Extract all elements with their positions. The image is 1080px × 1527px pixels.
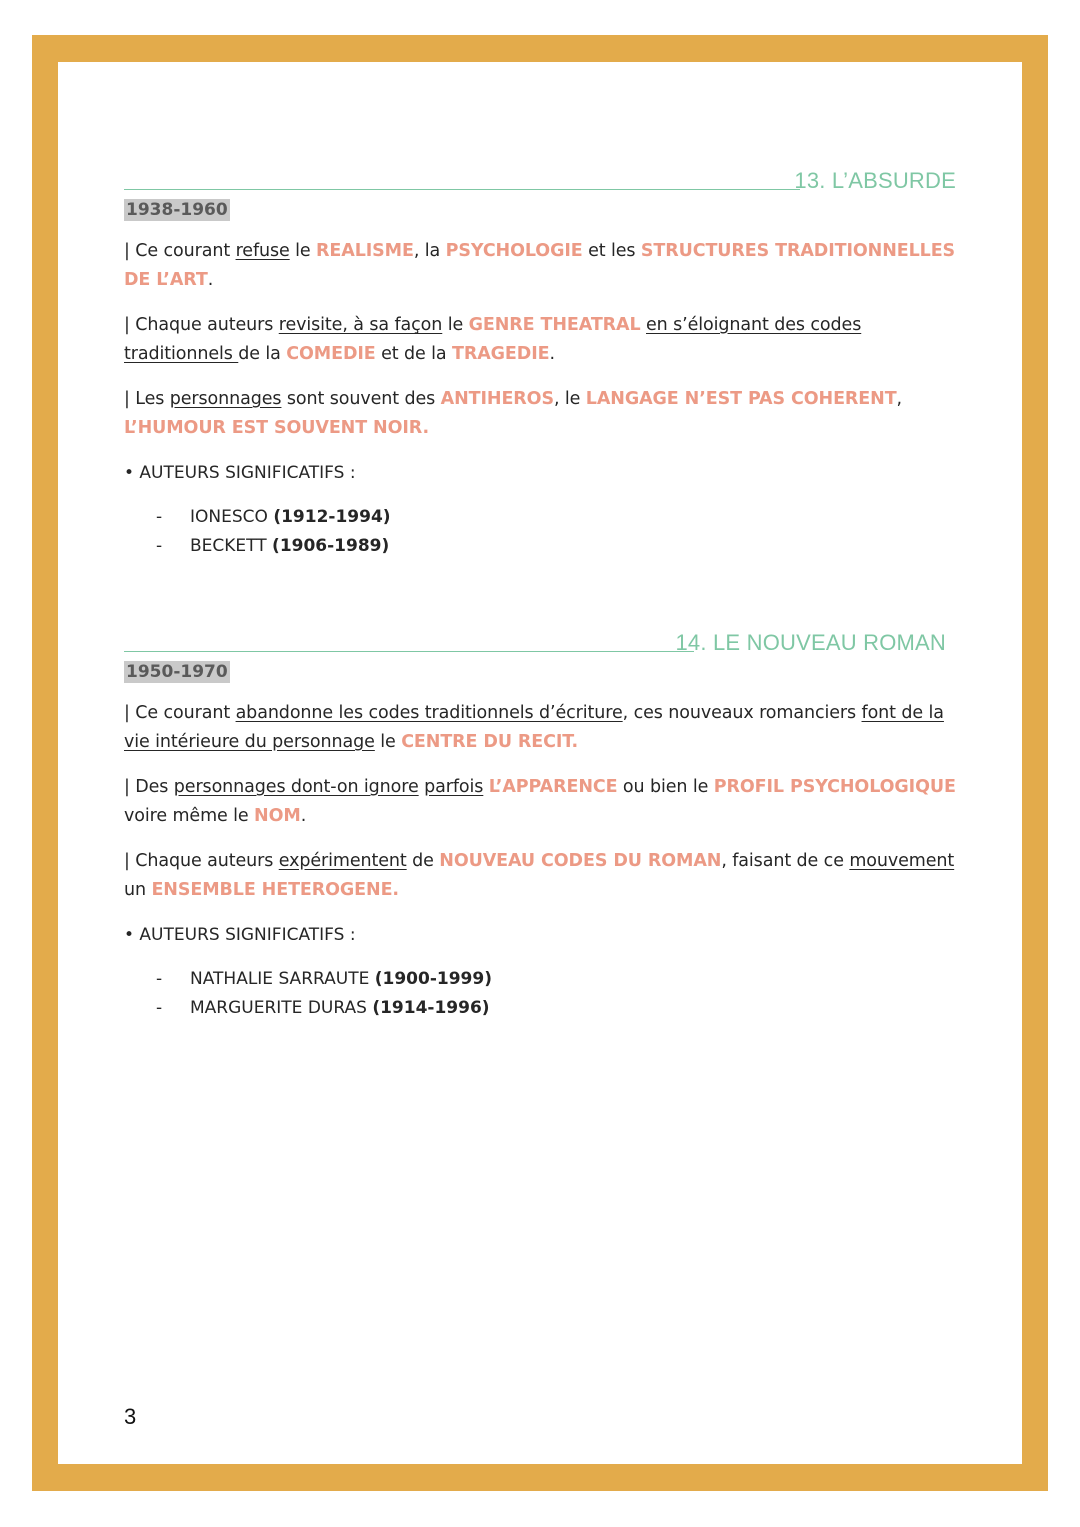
date-range: 1950-1970: [126, 662, 228, 682]
section-heading: [124, 620, 956, 656]
list-item: - BECKETT (1906-1989): [156, 536, 390, 556]
page-number: 3: [124, 1404, 137, 1429]
authors-heading: • AUTEURS SIGNIFICATIFS :: [124, 925, 356, 945]
section-title: 14. LE NOUVEAU ROMAN: [675, 630, 946, 655]
list-item: - MARGUERITE DURAS (1914-1996): [156, 998, 490, 1018]
paragraph: | Les personnages sont souvent des ANTIHEROS, le LANGAGE N’EST PAS COHERENT, L’HUMOUR EST SOUVENT NOIR.: [124, 389, 902, 438]
section-absurde: [124, 158, 956, 561]
list-item: - NATHALIE SARRAUTE (1900-1999): [156, 969, 492, 989]
section-title: 13. L’ABSURDE: [794, 168, 956, 193]
list-item: - IONESCO (1912-1994): [156, 507, 391, 527]
paragraph: | Ce courant refuse le REALISME, la PSYCHOLOGIE et les STRUCTURES TRADITIONNELLES DE L’ART.: [124, 241, 956, 290]
authors-list: [124, 503, 956, 561]
authors-list: [124, 965, 956, 1023]
section-heading: [124, 158, 956, 194]
authors-heading: • AUTEURS SIGNIFICATIFS :: [124, 463, 356, 483]
paragraph: | Chaque auteurs expérimentent de NOUVEAU CODES DU ROMAN, faisant de ce mouvement un ENSEMBLE HETEROGENE.: [124, 851, 955, 900]
paragraph: | Chaque auteurs revisite, à sa façon le GENRE THEATRAL en s’éloignant des codes traditionnels de la COMEDIE et de la TRAGEDIE.: [124, 315, 862, 364]
paragraph: | Des personnages dont-on ignore parfois L’APPARENCE ou bien le PROFIL PSYCHOLOGIQUE voire même le NOM.: [124, 777, 956, 826]
date-range: 1938-1960: [126, 200, 228, 220]
section-nouveau-roman: [124, 620, 956, 1023]
paragraph: | Ce courant abandonne les codes traditionnels d’écriture, ces nouveaux romanciers font de la vie intérieure du personnage le CENTRE DU RECIT.: [124, 703, 944, 752]
heading-rule: [124, 189, 800, 190]
heading-rule: [124, 651, 694, 652]
